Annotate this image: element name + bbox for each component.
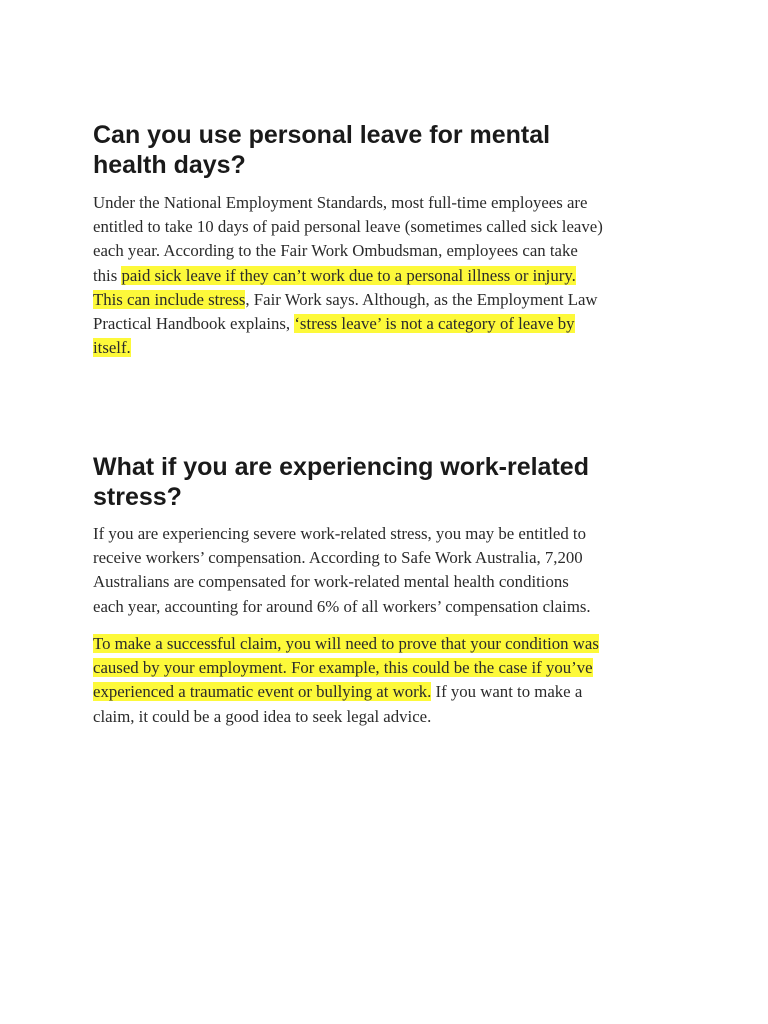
text-line [93,656,683,680]
paragraph-workers-compensation [93,522,683,619]
text-line [93,312,683,336]
text-run: entitled to take 10 days of paid personal leave (sometimes called sick leave) [93,217,603,237]
highlighted-text: ‘stress leave’ is not a category of leave by [294,313,575,333]
paragraph-personal-leave [93,191,683,360]
text-line: Australians are compensated for work-related mental health conditions [93,572,569,592]
section-heading-work-stress [93,452,693,512]
text-line [93,288,683,312]
text-line [93,705,683,729]
text-line: If you are experiencing severe work-related stress, you may be entitled to [93,524,586,543]
highlighted-text: This can include stress [93,289,246,309]
text-run: Practical Handbook explains, [93,313,295,333]
text-line [93,215,683,239]
text-line: each year, accounting for around 6% of all workers’ compensation claims. [93,596,591,616]
highlighted-text: To make a successful claim, you will need to prove that your condition was [93,634,599,653]
highlighted-text: itself. [93,338,131,358]
text-run: , Fair Work says. Although, as the Employment Law [245,289,598,309]
text-run: claim, it could be a good idea to seek legal advice. [93,706,432,726]
paragraph-successful-claim [93,632,683,729]
heading-line: Can you use personal leave for mental [93,121,551,149]
text-run: this [93,265,122,285]
text-line [93,264,683,288]
text-line [93,336,683,360]
text-run: each year. According to the Fair Work Ombudsman, employees can take [93,241,578,261]
text-run: Under the National Employment Standards, most full-time employees are [93,193,588,212]
text-line [93,632,683,656]
text-line [93,239,683,263]
heading-line: What if you are experiencing work-related [93,453,589,481]
section-heading-personal-leave [93,120,693,180]
text-line: receive workers’ compensation. According to Safe Work Australia, 7,200 [93,548,583,568]
heading-line: stress? [93,483,182,511]
highlighted-text: paid sick leave if they can’t work due to a personal illness or injury. [121,265,576,285]
heading-line: health days? [93,151,246,179]
highlighted-text: experienced a traumatic event or bullying at work. [93,682,432,702]
text-line [93,680,683,704]
text-line [93,191,683,215]
text-run: If you want to make a [431,682,583,702]
highlighted-text: caused by your employment. For example, this could be the case if you’ve [93,658,593,678]
